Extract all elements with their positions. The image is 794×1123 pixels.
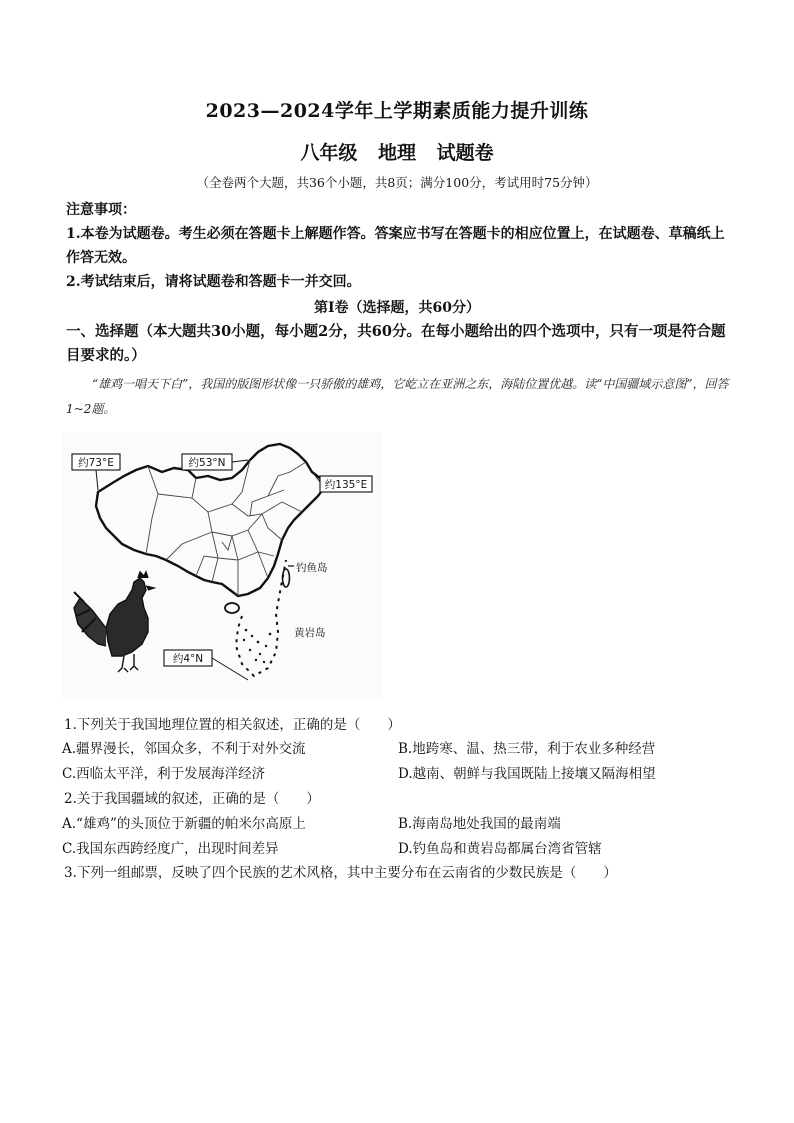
china-territory-map [62, 432, 382, 700]
notes-heading: 注意事项： [66, 202, 136, 218]
question-2-option-c: C.我国东西跨经度广，出现时间差异 [62, 841, 279, 857]
section-instructions: 一、选择题（本大题共30小题，每小题2分，共60分。在每小题给出的四个选项中，只有一项是符合题目要求的。） [66, 323, 726, 364]
label-diaoyu-island: 钓鱼岛 [296, 562, 328, 574]
notes-item-2: 2.考试结束后，请将试题卷和答题卡一并交回。 [66, 274, 361, 290]
question-3-stem: 3.下列一组邮票，反映了四个民族的艺术风格，其中主要分布在云南省的少数民族是（ ） [64, 865, 617, 881]
exam-title: 2023—2024学年上学期素质能力提升训练 [205, 100, 589, 122]
label-north-latitude: 约53°N [188, 457, 226, 469]
question-stem-intro: “雄鸡一唱天下白”，我国的版图形状像一只骄傲的雄鸡，它屹立在亚洲之东，海陆位置优越。读“中国疆域示意图”，回答1~2题。 [66, 377, 729, 416]
notes-item-1: 1.本卷为试题卷。考生必须在答题卡上解题作答。答案应书写在答题卡的相应位置上，在试题卷、草稿纸上作答无效。 [66, 226, 725, 266]
map-background [62, 432, 382, 700]
question-1-option-b: B.地跨寒、温、热三带，利于农业多种经营 [398, 741, 656, 757]
exam-info: （全卷两个大题，共36个小题，共8页；满分100分，考试用时75分钟） [196, 175, 598, 190]
question-2-option-a: A.“雄鸡”的头顶位于新疆的帕米尔高原上 [62, 816, 306, 832]
label-west-longitude: 约73°E [78, 457, 114, 469]
question-2-option-d: D.钓鱼岛和黄岩岛都属台湾省管辖 [398, 841, 602, 857]
question-1-option-c: C.西临太平洋，利于发展海洋经济 [62, 766, 266, 782]
exam-subtitle-grade-subject: 八年级 地理 试题卷 [300, 142, 494, 164]
question-2-option-b: B.海南岛地处我国的最南端 [398, 816, 561, 832]
label-east-longitude: 约135°E [324, 479, 368, 491]
notes-block [66, 198, 736, 294]
question-1-option-d: D.越南、朝鲜与我国既陆上接壤又隔海相望 [398, 766, 656, 782]
label-south-latitude: 约4°N [172, 653, 204, 665]
section-title: 第Ⅰ卷（选择题，共60分） [313, 300, 481, 316]
question-1-option-a: A.疆界漫长，邻国众多，不利于对外交流 [62, 741, 306, 757]
label-huangyan-island: 黄岩岛 [294, 627, 326, 639]
question-2-stem: 2.关于我国疆域的叙述，正确的是（ ） [64, 791, 320, 807]
question-1-stem: 1.下列关于我国地理位置的相关叙述，正确的是（ ） [64, 717, 401, 733]
